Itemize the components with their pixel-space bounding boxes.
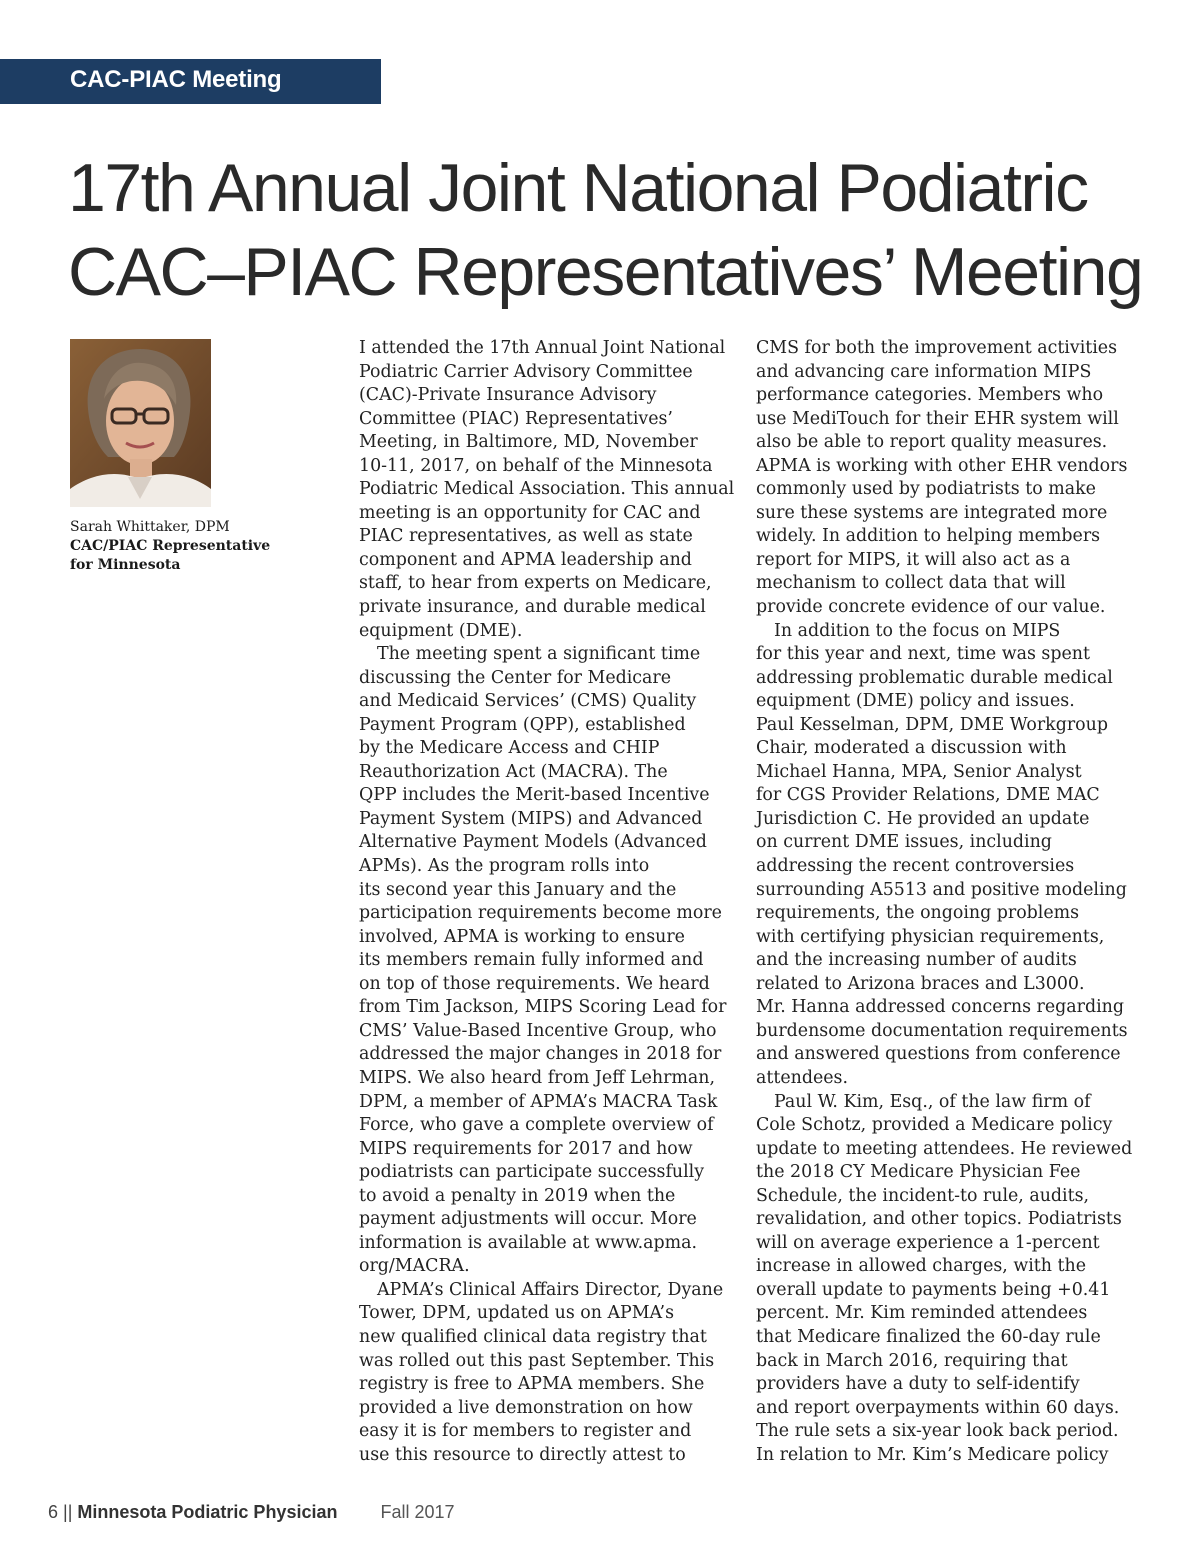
body-text-line: revalidation, and other topics. Podiatrists <box>756 1209 1122 1230</box>
body-text-line: Payment Program (QPP), established <box>359 714 686 735</box>
author-name: Sarah Whittaker, DPM <box>70 519 230 535</box>
body-text-line: In relation to Mr. Kim’s Medicare policy <box>756 1444 1109 1465</box>
body-text-line: burdensome documentation requirements <box>756 1020 1128 1041</box>
body-text-line: participation requirements become more <box>359 903 722 924</box>
body-text-line: overall update to payments being +0.41 <box>756 1279 1111 1300</box>
body-text-line: and report overpayments within 60 days. <box>756 1397 1120 1418</box>
body-text-line: APMA’s Clinical Affairs Director, Dyane <box>377 1279 724 1300</box>
body-text-line: and answered questions from conference <box>756 1044 1121 1065</box>
body-text-line: Podiatric Carrier Advisory Committee <box>359 361 693 382</box>
body-text-line: Alternative Payment Models (Advanced <box>359 832 707 853</box>
body-text-line: Tower, DPM, updated us on APMA’s <box>359 1303 675 1324</box>
body-text-line: also be able to report quality measures. <box>756 432 1108 453</box>
page-number: 6 <box>48 1502 59 1522</box>
body-text-line: related to Arizona braces and L3000. <box>756 973 1085 994</box>
body-text-line: the 2018 CY Medicare Physician Fee <box>756 1162 1081 1183</box>
body-text-line: addressing problematic durable medical <box>756 667 1113 688</box>
body-text-line: addressing the recent controversies <box>756 856 1075 877</box>
body-text-line: to avoid a penalty in 2019 when the <box>359 1185 676 1206</box>
body-text-line: attendees. <box>756 1067 849 1088</box>
issue-date: Fall 2017 <box>380 1502 455 1522</box>
body-text-line: easy it is for members to register and <box>359 1421 692 1442</box>
body-text-line: Payment System (MIPS) and Advanced <box>359 808 703 829</box>
body-text-line: providers have a duty to self-identify <box>756 1374 1080 1395</box>
body-text-line: staff, to hear from experts on Medicare, <box>359 573 712 594</box>
body-text-line: Reauthorization Act (MACRA). The <box>359 761 668 782</box>
body-text-line: Schedule, the incident-to rule, audits, <box>756 1185 1090 1206</box>
body-text-line: Michael Hanna, MPA, Senior Analyst <box>756 761 1082 782</box>
body-text-line: Paul Kesselman, DPM, DME Workgroup <box>756 714 1108 735</box>
body-text-line: Committee (PIAC) Representatives’ <box>359 408 673 429</box>
body-text-line: on top of those requirements. We heard <box>359 973 710 994</box>
body-text-line: podiatrists can participate successfully <box>359 1162 705 1183</box>
body-column-1 <box>359 337 741 1467</box>
body-text-line: for CGS Provider Relations, DME MAC <box>756 785 1100 806</box>
body-text-line: meeting is an opportunity for CAC and <box>359 502 701 523</box>
body-text-line: update to meeting attendees. He reviewed <box>756 1138 1133 1159</box>
body-text-line: back in March 2016, requiring that <box>756 1350 1068 1371</box>
body-text-line: and advancing care information MIPS <box>756 361 1092 382</box>
body-text-line: equipment (DME) policy and issues. <box>756 691 1075 712</box>
body-text-line: from Tim Jackson, MIPS Scoring Lead for <box>359 997 727 1018</box>
body-text-line: In addition to the focus on MIPS <box>774 620 1061 641</box>
body-text-line: MIPS requirements for 2017 and how <box>359 1138 693 1159</box>
body-text-line: with certifying physician requirements, <box>756 926 1105 947</box>
body-text-line: Meeting, in Baltimore, MD, November <box>359 432 698 453</box>
article-title-line-1: 17th Annual Joint National Podiatric <box>68 150 1088 226</box>
body-text-line: addressed the major changes in 2018 for <box>359 1044 722 1065</box>
author-photo <box>70 339 211 507</box>
body-text-line: DPM, a member of APMA’s MACRA Task <box>359 1091 718 1112</box>
body-text-line: (CAC)-Private Insurance Advisory <box>359 385 657 406</box>
body-text-line: provide concrete evidence of our value. <box>756 597 1106 618</box>
body-text-line: on current DME issues, including <box>756 832 1052 853</box>
body-text-line: commonly used by podiatrists to make <box>756 479 1096 500</box>
body-text-line: CMS’ Value-Based Incentive Group, who <box>359 1020 717 1041</box>
article-title-line-2: CAC–PIAC Representatives’ Meeting <box>68 234 1143 310</box>
body-text-line: its second year this January and the <box>359 879 677 900</box>
body-text-line: The meeting spent a significant time <box>377 644 701 665</box>
body-text-line: Force, who gave a complete overview of <box>359 1115 714 1136</box>
body-text-line: involved, APMA is working to ensure <box>359 926 685 947</box>
body-text-line: new qualified clinical data registry that <box>359 1326 707 1347</box>
body-text-line: for this year and next, time was spent <box>756 644 1090 665</box>
body-text-line: sure these systems are integrated more <box>756 502 1108 523</box>
body-text-line: private insurance, and durable medical <box>359 597 706 618</box>
body-text-line: surrounding A5513 and positive modeling <box>756 879 1127 900</box>
body-text-line: Cole Schotz, provided a Medicare policy <box>756 1115 1113 1136</box>
publication-name: Minnesota Podiatric Physician <box>77 1502 338 1522</box>
author-role-state: for Minnesota <box>70 557 181 573</box>
page-footer <box>48 1502 455 1523</box>
body-text-line: that Medicare finalized the 60-day rule <box>756 1326 1101 1347</box>
body-text-line: Chair, moderated a discussion with <box>756 738 1067 759</box>
body-text-line: performance categories. Members who <box>756 385 1104 406</box>
body-text-line: CMS for both the improvement activities <box>756 338 1118 358</box>
body-text-line: I attended the 17th Annual Joint National <box>359 338 726 358</box>
body-text-line: MIPS. We also heard from Jeff Lehrman, <box>359 1067 716 1088</box>
body-text-line: org/MACRA. <box>359 1256 470 1277</box>
body-text-line: equipment (DME). <box>359 620 523 641</box>
body-text-line: increase in allowed charges, with the <box>756 1256 1086 1277</box>
body-text-line: percent. Mr. Kim reminded attendees <box>756 1303 1088 1324</box>
body-text-line: APMs). As the program rolls into <box>359 856 650 877</box>
body-text-line: provided a live demonstration on how <box>359 1397 693 1418</box>
body-text-line: APMA is working with other EHR vendors <box>756 455 1128 476</box>
body-text-line: QPP includes the Merit-based Incentive <box>359 785 710 806</box>
body-text-line: Paul W. Kim, Esq., of the law firm of <box>774 1091 1091 1112</box>
body-text-line: and the increasing number of audits <box>756 950 1077 971</box>
body-text-line: 10-11, 2017, on behalf of the Minnesota <box>359 455 713 476</box>
body-text-line: Mr. Hanna addressed concerns regarding <box>756 997 1124 1018</box>
article-title <box>68 146 1178 314</box>
body-text-line: use MediTouch for their EHR system will <box>756 408 1119 429</box>
body-text-line: use this resource to directly attest to <box>359 1444 686 1465</box>
section-label: CAC-PIAC Meeting <box>70 66 282 93</box>
body-column-2 <box>756 337 1138 1467</box>
body-text-line: its members remain fully informed and <box>359 950 704 971</box>
body-text-line: will on average experience a 1-percent <box>756 1232 1100 1253</box>
body-text-line: PIAC representatives, as well as state <box>359 526 693 547</box>
body-text-line: component and APMA leadership and <box>359 549 692 570</box>
body-text-line: mechanism to collect data that will <box>756 573 1066 594</box>
section-banner <box>0 59 381 104</box>
body-text-line: registry is free to APMA members. She <box>359 1374 705 1395</box>
author-caption <box>70 518 300 575</box>
body-text-line: requirements, the ongoing problems <box>756 903 1080 924</box>
body-text-line: The rule sets a six-year look back period. <box>756 1421 1119 1442</box>
body-text-line: Jurisdiction C. He provided an update <box>756 808 1090 829</box>
footer-separator: || <box>63 1502 73 1522</box>
author-role: CAC/PIAC Representative <box>70 538 271 554</box>
body-text-line: Podiatric Medical Association. This annual <box>359 479 735 500</box>
body-text-line: and Medicaid Services’ (CMS) Quality <box>359 691 697 712</box>
body-text-line: payment adjustments will occur. More <box>359 1209 697 1230</box>
body-text-line: by the Medicare Access and CHIP <box>359 738 660 759</box>
body-text-line: discussing the Center for Medicare <box>359 667 672 688</box>
body-text-line: widely. In addition to helping members <box>756 526 1101 547</box>
body-text-line: report for MIPS, it will also act as a <box>756 549 1071 570</box>
body-text-line: information is available at www.apma. <box>359 1232 698 1253</box>
body-text-line: was rolled out this past September. This <box>359 1350 715 1371</box>
